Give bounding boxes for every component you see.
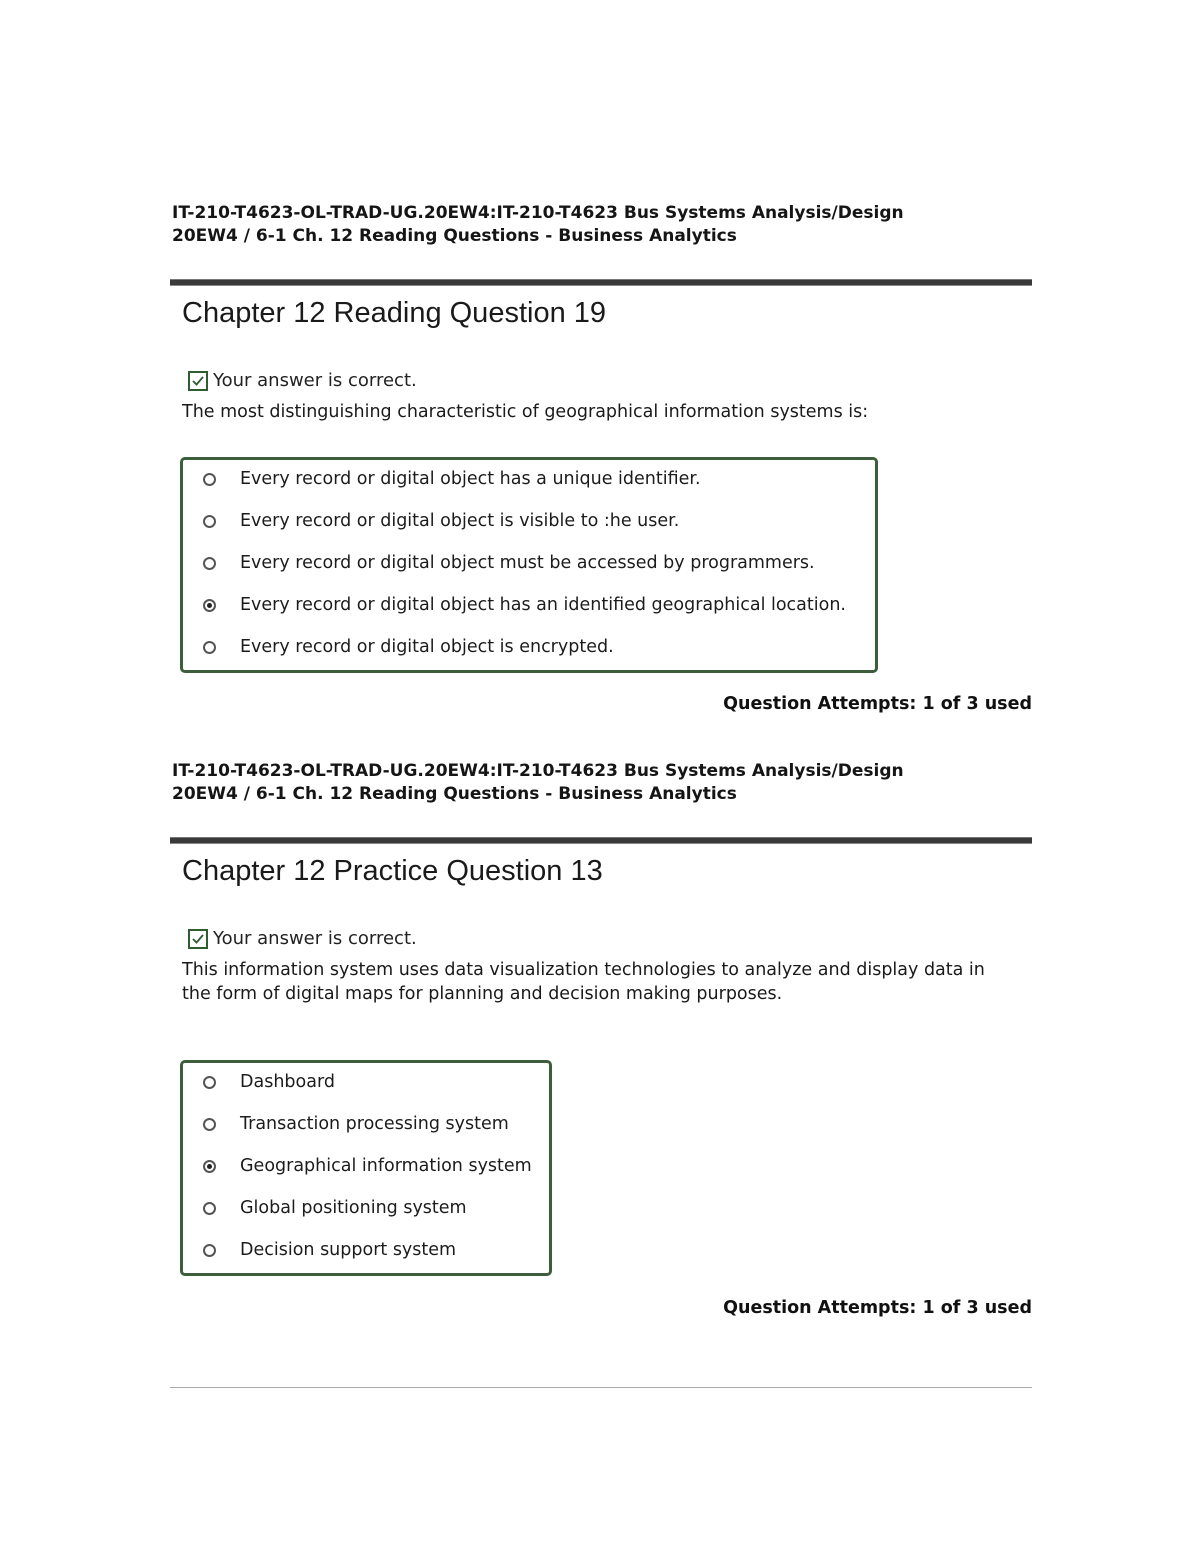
question-title: Chapter 12 Practice Question 13 xyxy=(182,855,603,887)
answer-option-selected[interactable] xyxy=(203,595,846,615)
answer-option-label: Every record or digital object is visible to :he user. xyxy=(240,511,680,531)
radio-button-icon[interactable] xyxy=(203,1076,216,1089)
course-header-line-2: 20EW4 / 6-1 Ch. 12 Reading Questions - Business Analytics xyxy=(172,784,737,804)
answer-option[interactable] xyxy=(203,553,815,573)
answer-options-box xyxy=(180,1060,552,1276)
header-divider xyxy=(170,279,1032,286)
answer-status-text: Your answer is correct. xyxy=(213,370,417,391)
answer-option[interactable] xyxy=(203,1240,456,1260)
answer-status-text: Your answer is correct. xyxy=(213,928,417,949)
answer-option[interactable] xyxy=(203,1198,467,1218)
question-section-1 xyxy=(170,200,1032,720)
answer-option-label: Every record or digital object has a unique identifier. xyxy=(240,469,701,489)
header-divider xyxy=(170,837,1032,844)
answer-option[interactable] xyxy=(203,1072,335,1092)
radio-button-icon[interactable] xyxy=(203,473,216,486)
radio-button-icon[interactable] xyxy=(203,641,216,654)
checkbox-checked-icon xyxy=(188,371,208,391)
course-header-line-1: IT-210-T4623-OL-TRAD-UG.20EW4:IT-210-T4623 Bus Systems Analysis/Design xyxy=(172,761,904,781)
question-section-2 xyxy=(170,758,1032,1328)
radio-button-selected-icon[interactable] xyxy=(203,599,216,612)
question-attempts: Question Attempts: 1 of 3 used xyxy=(723,694,1032,714)
answer-option-label: Every record or digital object has an identified geographical location. xyxy=(240,595,846,615)
radio-button-icon[interactable] xyxy=(203,1244,216,1257)
course-header-line-1: IT-210-T4623-OL-TRAD-UG.20EW4:IT-210-T4623 Bus Systems Analysis/Design xyxy=(172,203,904,223)
question-prompt xyxy=(182,958,985,1006)
answer-option[interactable] xyxy=(203,511,679,531)
radio-button-selected-icon[interactable] xyxy=(203,1160,216,1173)
radio-button-icon[interactable] xyxy=(203,1118,216,1131)
question-prompt-line-1: This information system uses data visualization technologies to analyze and display data in xyxy=(182,960,985,980)
footer-divider xyxy=(170,1387,1032,1388)
answer-option-label: Geographical information system xyxy=(240,1156,532,1176)
answer-option-label: Transaction processing system xyxy=(240,1114,509,1134)
answer-option-label: Dashboard xyxy=(240,1072,335,1092)
answer-status xyxy=(188,928,417,949)
radio-button-icon[interactable] xyxy=(203,557,216,570)
answer-option-label: Decision support system xyxy=(240,1240,457,1260)
course-header xyxy=(172,202,904,248)
radio-button-icon[interactable] xyxy=(203,515,216,528)
answer-option[interactable] xyxy=(203,469,701,489)
checkbox-checked-icon xyxy=(188,929,208,949)
answer-option[interactable] xyxy=(203,1114,509,1134)
answer-option-label: Every record or digital object must be accessed by programmers. xyxy=(240,553,815,573)
question-prompt-line-2: the form of digital maps for planning and decision making purposes. xyxy=(182,984,783,1004)
answer-option-label: Global positioning system xyxy=(240,1198,467,1218)
course-header xyxy=(172,760,904,806)
answer-status xyxy=(188,370,417,391)
answer-option-label: Every record or digital object is encrypted. xyxy=(240,637,614,657)
question-prompt: The most distinguishing characteristic of geographical information systems is: xyxy=(182,402,869,422)
answer-option[interactable] xyxy=(203,637,614,657)
radio-button-icon[interactable] xyxy=(203,1202,216,1215)
course-header-line-2: 20EW4 / 6-1 Ch. 12 Reading Questions - Business Analytics xyxy=(172,226,737,246)
question-title: Chapter 12 Reading Question 19 xyxy=(182,297,607,329)
question-attempts: Question Attempts: 1 of 3 used xyxy=(723,1298,1032,1318)
answer-options-box xyxy=(180,457,878,673)
answer-option-selected[interactable] xyxy=(203,1156,532,1176)
